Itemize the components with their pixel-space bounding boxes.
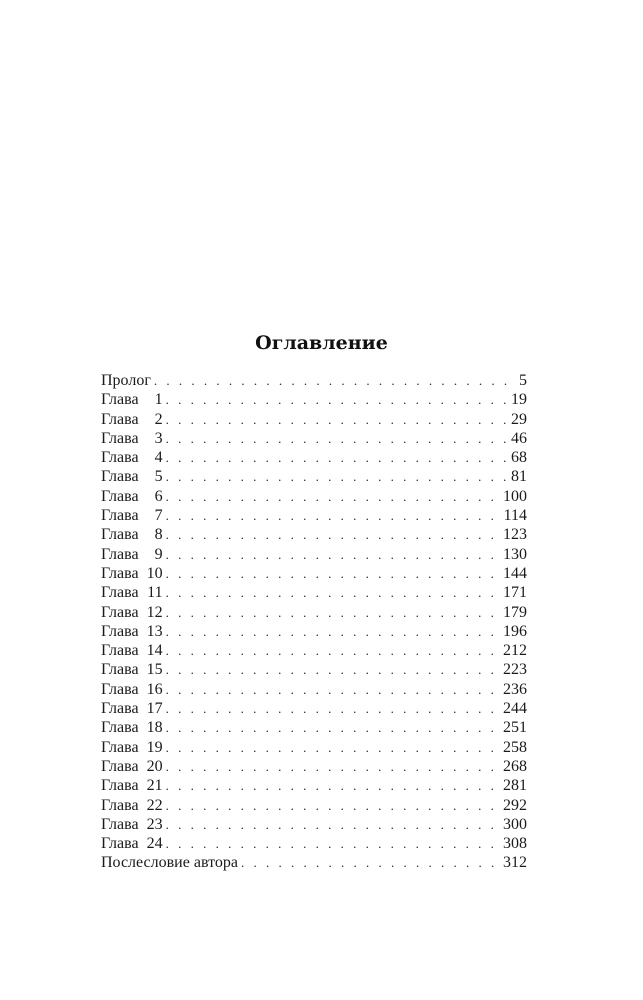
toc-dot-leader xyxy=(166,448,508,467)
toc-entry xyxy=(101,757,527,776)
toc-entry xyxy=(101,583,527,602)
toc-entry-chapter-number: 2 xyxy=(154,410,163,428)
toc-entry-label xyxy=(101,796,163,815)
toc-dot-leader xyxy=(166,815,500,834)
toc-dot-leader xyxy=(166,641,500,660)
toc-title: Оглавление xyxy=(255,332,388,354)
toc-entry-chapter-number: 22 xyxy=(146,796,163,814)
toc-entry-chapter-number: 21 xyxy=(146,777,163,795)
toc-entry-page-number: 81 xyxy=(511,468,527,486)
toc-entry xyxy=(101,603,527,622)
toc-entry-page-number: 114 xyxy=(503,507,527,525)
toc-entry-title: Глава xyxy=(101,738,139,756)
toc-entry-chapter-number: 8 xyxy=(154,526,163,544)
toc-entry-chapter-number: 11 xyxy=(147,584,163,602)
toc-entry xyxy=(101,506,527,525)
toc-entry-title: Глава xyxy=(101,835,139,853)
toc-entry-chapter-number: 6 xyxy=(154,487,163,505)
toc-entry-label xyxy=(101,390,163,409)
toc-entry-label xyxy=(101,371,151,390)
toc-entry xyxy=(101,525,527,544)
toc-entry-chapter-number: 23 xyxy=(146,815,163,833)
toc-entry-page-number: 130 xyxy=(503,545,527,563)
toc-entry-page-number: 171 xyxy=(503,584,527,602)
toc-entry-chapter-number: 15 xyxy=(146,661,163,679)
toc-entry-label xyxy=(101,738,163,757)
toc-entry-label xyxy=(101,680,163,699)
toc-entry-label xyxy=(101,603,163,622)
toc-entry-label xyxy=(101,410,163,429)
toc-entry-page-number: 123 xyxy=(503,526,527,544)
toc-entry-title: Глава xyxy=(101,642,139,660)
toc-entry-title: Глава xyxy=(101,429,139,447)
toc-entry-label xyxy=(101,834,163,853)
toc-entry-label xyxy=(101,757,163,776)
toc-entry xyxy=(101,564,527,583)
toc-entry-label xyxy=(101,545,163,564)
toc-entry-chapter-number: 9 xyxy=(154,545,163,563)
toc-entry xyxy=(101,660,527,679)
toc-entry-page-number: 236 xyxy=(503,680,527,698)
toc-dot-leader xyxy=(166,680,500,699)
toc-entry-page-number: 244 xyxy=(503,700,527,718)
toc-entry xyxy=(101,796,527,815)
toc-entry-label xyxy=(101,776,163,795)
toc-entry-page-number: 308 xyxy=(503,835,527,853)
toc-entry-title: Пролог xyxy=(101,372,151,389)
toc-entry-title: Глава xyxy=(101,719,139,737)
toc-entry-title: Глава xyxy=(101,622,139,640)
toc-entry xyxy=(101,371,527,390)
toc-entry xyxy=(101,390,527,409)
toc-entry-page-number: 144 xyxy=(503,564,527,582)
toc-entry-title: Глава xyxy=(101,545,139,563)
toc-entry xyxy=(101,834,527,853)
toc-entry-chapter-number: 24 xyxy=(146,835,163,853)
toc-entry-title: Глава xyxy=(101,603,139,621)
toc-dot-leader xyxy=(166,410,508,429)
toc-entry-label xyxy=(101,641,163,660)
toc-dot-leader xyxy=(166,757,500,776)
toc-entry-title: Глава xyxy=(101,526,139,544)
toc-entry xyxy=(101,448,527,467)
toc-entry xyxy=(101,738,527,757)
toc-entry xyxy=(101,699,527,718)
toc-entry-title: Глава xyxy=(101,815,139,833)
toc-entry-chapter-number: 7 xyxy=(154,507,163,525)
toc-dot-leader xyxy=(166,545,500,564)
toc-dot-leader xyxy=(154,371,510,390)
toc-dot-leader xyxy=(166,622,500,641)
toc-entry-chapter-number: 16 xyxy=(146,680,163,698)
toc-dot-leader xyxy=(166,718,500,737)
toc-dot-leader xyxy=(166,834,500,853)
toc-entry-page-number: 179 xyxy=(503,603,527,621)
toc-entry-title: Глава xyxy=(101,700,139,718)
toc-entry-label xyxy=(101,429,163,448)
toc-entry-page-number: 68 xyxy=(511,449,527,467)
toc-entry xyxy=(101,622,527,641)
toc-entry-title: Глава xyxy=(101,564,139,582)
toc-dot-leader xyxy=(166,506,501,525)
toc-entry-page-number: 19 xyxy=(511,391,527,409)
toc-dot-leader xyxy=(166,796,500,815)
toc-dot-leader xyxy=(166,525,500,544)
toc-dot-leader xyxy=(166,603,500,622)
toc-entry-label xyxy=(101,622,163,641)
toc-dot-leader xyxy=(166,699,500,718)
toc-dot-leader xyxy=(166,660,500,679)
toc-entry-title: Глава xyxy=(101,410,139,428)
toc-dot-leader xyxy=(241,853,500,872)
toc-entry-title: Глава xyxy=(101,468,139,486)
toc-entry-page-number: 258 xyxy=(503,738,527,756)
toc-entry-title: Глава xyxy=(101,757,139,775)
toc-entry xyxy=(101,641,527,660)
toc-entry xyxy=(101,815,527,834)
toc-entry-chapter-number: 20 xyxy=(146,757,163,775)
toc-entry-chapter-number: 13 xyxy=(146,622,163,640)
toc-entry-page-number: 46 xyxy=(511,429,527,447)
toc-entry-chapter-number: 3 xyxy=(154,429,163,447)
toc-entry-chapter-number: 12 xyxy=(146,603,163,621)
toc-dot-leader xyxy=(166,467,508,486)
toc-entry xyxy=(101,776,527,795)
toc-entry-title: Глава xyxy=(101,680,139,698)
toc-dot-leader xyxy=(166,487,500,506)
toc-entry-title: Глава xyxy=(101,507,139,525)
toc-entry-title: Глава xyxy=(101,449,139,467)
toc-entry-chapter-number: 4 xyxy=(154,449,163,467)
toc-dot-leader xyxy=(166,390,508,409)
toc-entry-title: Глава xyxy=(101,584,139,602)
toc-entry-chapter-number: 10 xyxy=(146,564,163,582)
toc-entry-label xyxy=(101,487,163,506)
toc-entry-title: Глава xyxy=(101,391,139,409)
toc-entry xyxy=(101,410,527,429)
toc-dot-leader xyxy=(166,583,500,602)
toc-entry-title: Глава xyxy=(101,796,139,814)
toc-entry-chapter-number: 1 xyxy=(154,391,163,409)
toc-entry-title: Глава xyxy=(101,487,139,505)
toc-entry xyxy=(101,467,527,486)
toc-entry-label xyxy=(101,467,163,486)
toc-entry xyxy=(101,545,527,564)
toc-entry xyxy=(101,680,527,699)
toc-entry-label xyxy=(101,699,163,718)
toc-entry-chapter-number: 14 xyxy=(146,642,163,660)
toc-entry-page-number: 223 xyxy=(503,661,527,679)
toc-entry-page-number: 29 xyxy=(511,410,527,428)
toc-dot-leader xyxy=(166,564,500,583)
toc-dot-leader xyxy=(166,776,500,795)
toc-entry-page-number: 312 xyxy=(503,854,527,872)
toc-entry-page-number: 292 xyxy=(503,796,527,814)
toc-entry xyxy=(101,718,527,737)
toc-entry-page-number: 281 xyxy=(503,777,527,795)
toc-entry-label xyxy=(101,718,163,737)
toc-entry-title: Глава xyxy=(101,661,139,679)
toc-entry-label xyxy=(101,583,163,602)
toc-entry-label xyxy=(101,815,163,834)
toc-entry-page-number: 196 xyxy=(503,622,527,640)
toc-entry-chapter-number: 18 xyxy=(146,719,163,737)
toc-entry-label xyxy=(101,853,238,872)
toc-entry-title: Послесловие автора xyxy=(101,854,238,872)
toc-entry-chapter-number: 17 xyxy=(146,700,163,718)
toc-entry-page-number: 300 xyxy=(503,815,527,833)
toc-dot-leader xyxy=(166,429,508,448)
toc-entry-chapter-number: 5 xyxy=(154,468,163,486)
toc-entry-page-number: 212 xyxy=(503,642,527,660)
toc-entry xyxy=(101,853,527,872)
toc-entry-page-number: 100 xyxy=(503,487,527,505)
toc-entry-label xyxy=(101,564,163,583)
toc-entry xyxy=(101,429,527,448)
toc-entry-label xyxy=(101,506,163,525)
toc-entry-title: Глава xyxy=(101,777,139,795)
toc-entry-page-number: 5 xyxy=(519,372,527,389)
toc-entry xyxy=(101,487,527,506)
toc-entry-label xyxy=(101,448,163,467)
toc-entry-page-number: 268 xyxy=(503,757,527,775)
toc-entry-label xyxy=(101,525,163,544)
toc-entry-label xyxy=(101,660,163,679)
toc-entry-page-number: 251 xyxy=(503,719,527,737)
toc-dot-leader xyxy=(166,738,500,757)
toc-list xyxy=(101,371,527,873)
toc-entry-chapter-number: 19 xyxy=(146,738,163,756)
